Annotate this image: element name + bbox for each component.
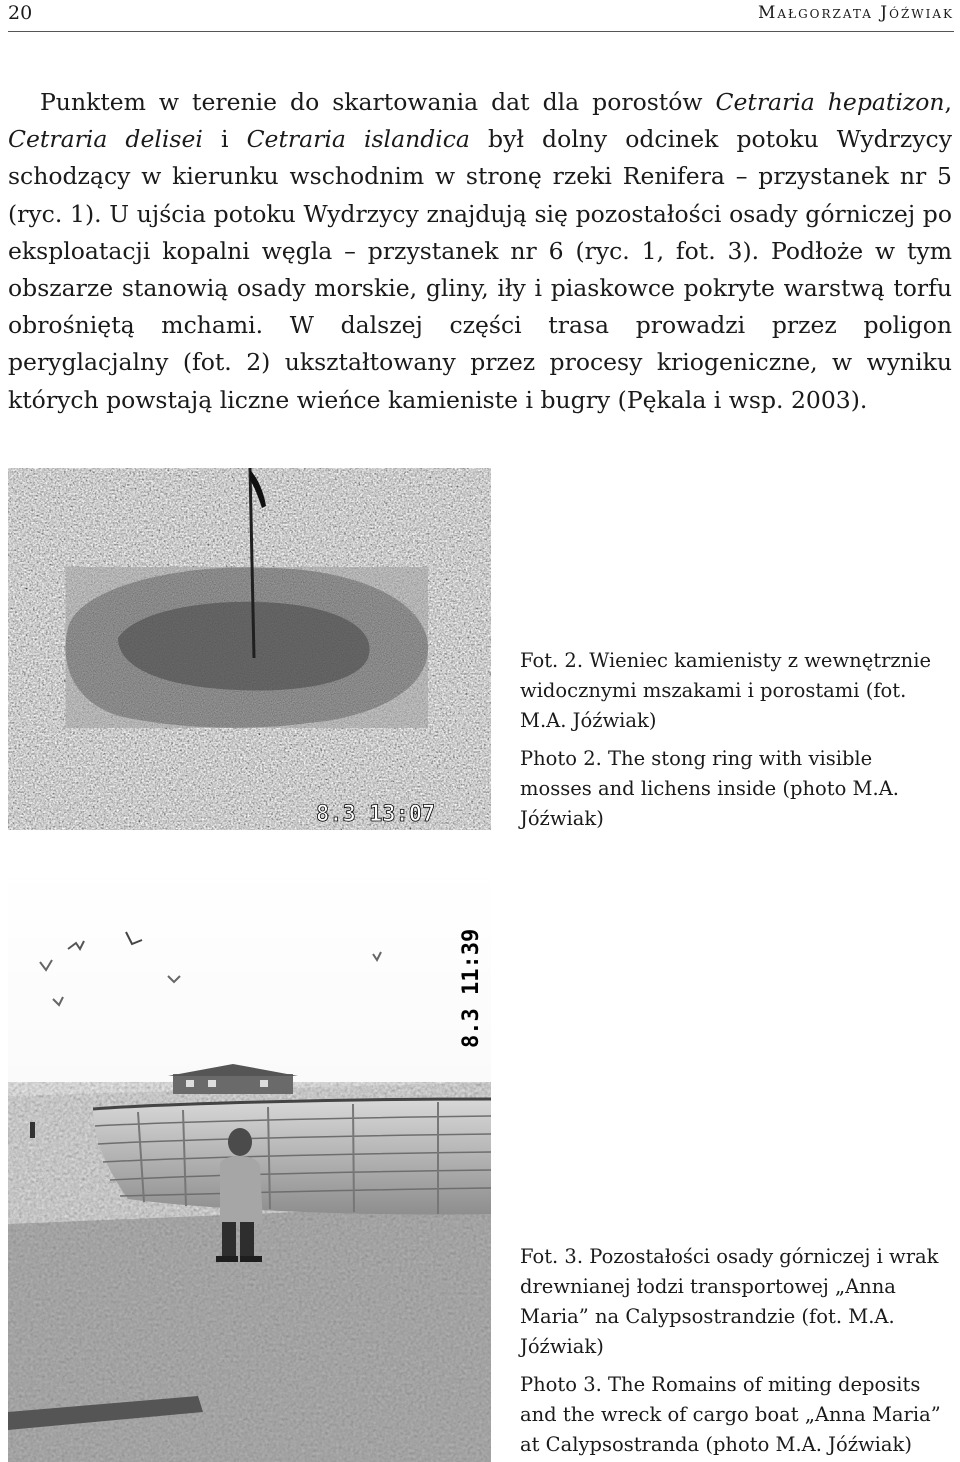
page-header	[0, 0, 960, 32]
caption-polish: Fot. 3. Pozostałości osady górniczej i wrak drewnianej łodzi transportowej „Anna Maria” na Calypsostrandzie (fot. M.A. Jóźwiak)	[520, 1245, 939, 1358]
caption-polish: Fot. 2. Wieniec kamienisty z wewnętrznie widocznymi mszakami i porostami (fot. M.A. Jóźwiak)	[520, 649, 931, 732]
species-name: Cetraria islandica	[246, 125, 470, 154]
body-paragraph	[8, 84, 952, 419]
header-rule	[8, 31, 954, 32]
body-segment: był dolny odcinek potoku Wydrzycy schodzący w kierunku wschodnim w stronę rzeki Renifera – przystanek nr 5 (ryc. 1). U ujścia potoku Wydrzycy znajdują się pozostałości osady górniczej po eksploatacji kopalni węgla – przystanek nr 6 (ryc. 1, fot. 3). Podłoże w tym obszarze stanowią osady morskie, gliny, iły i piaskowce pokryte warstwą torfu obrośniętą mchami. W dalszej części trasa prowadzi przez poligon peryglacjalny (fot. 2) ukształtowany przez procesy kriogeniczne, w wyniku których powstają liczne wieńce kamieniste i bugry (Pękala i wsp. 2003).	[8, 125, 952, 414]
photo-stone-ring	[8, 468, 491, 830]
body-segment: Punktem w terenie do skartowania dat dla porostów	[40, 88, 716, 116]
body-segment: ,	[944, 88, 953, 116]
photo-timestamp: 8.3 13:07	[316, 802, 436, 827]
caption-english: Photo 2. The stong ring with visible mosses and lichens inside (photo M.A. Jóźwiak)	[520, 747, 899, 830]
species-name: Cetraria delisei	[8, 125, 203, 154]
running-head: Małgorzata Jóźwiak	[757, 3, 954, 23]
photo-timestamp: 8.3 11:39	[459, 928, 484, 1048]
species-name: Cetraria hepatizon	[715, 88, 945, 116]
caption-photo-3	[520, 1242, 950, 1460]
body-segment: i	[202, 125, 247, 154]
page-number: 20	[8, 2, 33, 24]
photo-boat-wreck	[8, 864, 491, 1462]
caption-english: Photo 3. The Romains of miting deposits and the wreck of cargo boat „Anna Maria” at Calypsostranda (photo M.A. Jóźwiak)	[520, 1373, 941, 1456]
caption-photo-2-final-visible	[520, 646, 932, 834]
